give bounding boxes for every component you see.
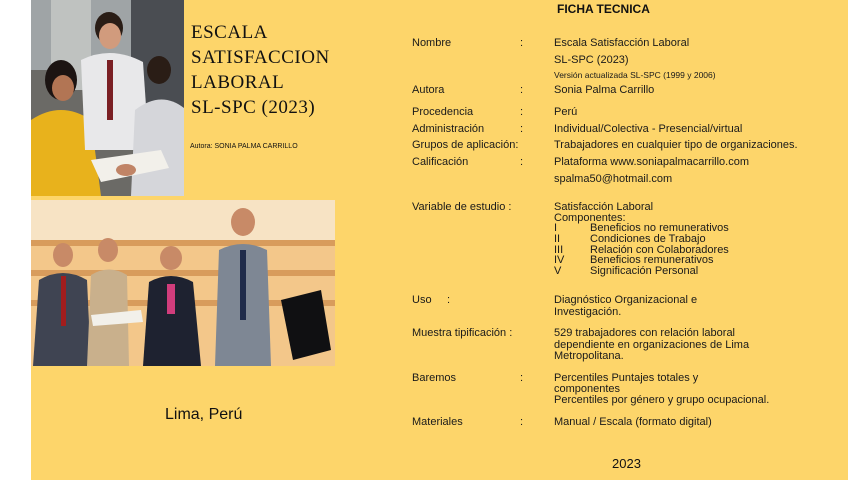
muestra-label: Muestra tipificación : [412,327,513,339]
colon: : [520,37,524,49]
component-roman: V [554,265,562,278]
autora-value: Sonia Palma Carrillo [554,84,655,96]
scale-title [191,20,330,120]
grupos-value: Trabajadores en cualquier tipo de organizaciones. [554,139,798,151]
nombre-label: Nombre [412,37,452,49]
colon: : [520,106,524,118]
materiales-label: Materiales [412,416,463,428]
title-line: LABORAL [191,72,285,93]
baremos-value-2: componentes [554,383,621,395]
title-line: SL-SPC (2023) [191,97,316,118]
colon: : [520,416,524,428]
componentes-label: Componentes: [554,212,626,224]
materiales-value: Manual / Escala (formato digital) [554,416,712,428]
component-roman: I [554,222,558,234]
component-roman: II [554,232,561,245]
business-group-photo [31,200,335,366]
calificacion-website: Plataforma www.soniapalmacarrillo.com [554,156,750,168]
author-caption: Autora: SONIA PALMA CARRILLO [190,143,298,150]
colon: : [520,372,524,384]
component-text: Beneficios no remunerativos [590,222,729,234]
colon: : [520,123,524,135]
procedencia-value: Perú [554,106,578,118]
ficha-tecnica-heading: FICHA TECNICA [557,2,650,16]
office-team-photo [31,0,184,196]
colon: : [520,84,524,96]
nombre-version: Versión actualizada SL-SPC (1999 y 2006) [554,70,716,80]
nombre-code: SL-SPC (2023) [554,54,629,66]
autora-label: Autora [412,84,445,96]
title-line: ESCALA [191,22,268,43]
baremos-label: Baremos [412,372,457,384]
uso-value: Diagnóstico Organizacional e [554,294,698,306]
colon: : [520,156,524,168]
colon: : [447,294,451,306]
nombre-value: Escala Satisfacción Laboral [554,37,690,49]
component-roman: III [554,243,564,256]
component-text: Beneficios remunerativos [590,254,714,267]
baremos-value-3: Percentiles por género y grupo ocupacional. [554,394,770,406]
place-label: Lima, Perú [165,406,243,423]
calificacion-label: Calificación [412,156,469,168]
uso-value-2: Investigación. [554,306,622,318]
component-text: Significación Personal [590,265,699,278]
title-line: SATISFACCION [191,47,330,68]
grupos-label: Grupos de aplicación: [412,139,519,151]
muestra-value-2: dependiente en organizaciones de Lima [554,339,750,351]
muestra-value: 529 trabajadores con relación laboral [554,327,736,339]
variable-label: Variable de estudio : [412,201,512,213]
administracion-label: Administración [412,123,485,135]
calificacion-email: spalma50@hotmail.com [554,173,673,185]
year-label: 2023 [612,456,641,471]
administracion-value: Individual/Colectiva - Presencial/virtual [554,123,743,135]
muestra-value-3: Metropolitana. [554,350,624,362]
procedencia-label: Procedencia [412,106,474,118]
baremos-value: Percentiles Puntajes totales y [554,372,699,384]
components-list [554,223,814,278]
variable-value: Satisfacción Laboral [554,201,654,213]
component-text: Relación con Colaboradores [590,243,729,256]
component-text: Condiciones de Trabajo [590,232,706,245]
uso-label: Uso [412,294,432,306]
component-roman: IV [554,254,565,267]
